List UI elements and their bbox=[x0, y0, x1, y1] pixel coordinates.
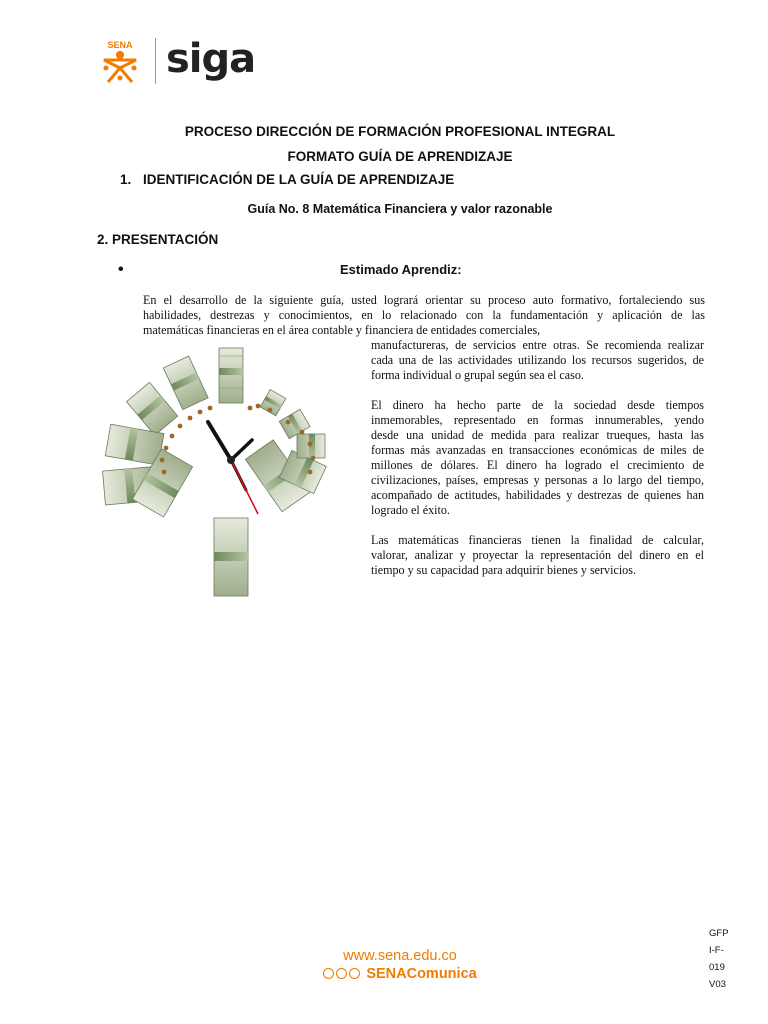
para2-line: acompañado de actitudes, habilidades y destrezas de quienes han bbox=[371, 488, 704, 502]
para1-line: forma individual o grupal según sea el caso. bbox=[371, 368, 584, 382]
document-title: PROCESO DIRECCIÓN DE FORMACIÓN PROFESIONAL INTEGRAL bbox=[184, 124, 616, 139]
footer-website-link[interactable]: www.sena.edu.co bbox=[343, 948, 457, 964]
facebook-icon bbox=[323, 968, 334, 979]
greeting: Estimado Aprendiz: bbox=[340, 262, 462, 277]
para2-line: civilizaciones, países, empresas y personas a lo largo del tiempo, bbox=[371, 473, 704, 487]
document-code-line: I-F- bbox=[709, 945, 724, 956]
intro-line: habilidades, destrezas y conocimientos, en lo relacionado con la fundamentación y aplicación de las bbox=[143, 308, 705, 322]
para2-line: El dinero ha hecho parte de la sociedad desde tiempos bbox=[371, 398, 704, 412]
para3-line: Las matemáticas financieras tienen la finalidad de calcular, bbox=[371, 533, 704, 547]
para2-line: inmemorables, representado en formas innumerables, yendo bbox=[371, 413, 704, 427]
document-code-line: 019 bbox=[709, 962, 725, 973]
para2-line: logrado el éxito. bbox=[371, 503, 450, 517]
bullet: • bbox=[118, 261, 124, 278]
para3-line: tiempo y su capacidad para adquirir bienes y servicios. bbox=[371, 563, 636, 577]
para1-line: cada una de las actividades utilizando los recursos sugeridos, de bbox=[371, 353, 704, 367]
sena-logo bbox=[96, 38, 144, 86]
section1-number: 1. bbox=[120, 172, 132, 187]
sena-logo-text: SENA bbox=[107, 40, 133, 50]
twitter-icon bbox=[336, 968, 347, 979]
guide-title: Guía No. 8 Matemática Financiera y valor razonable bbox=[247, 202, 553, 216]
para2-line: formas más avanzadas en transacciones económicas de miles de bbox=[371, 443, 704, 457]
para1-line: manufactureras, de servicios entre otras. Se recomienda realizar bbox=[371, 338, 704, 352]
siga-logo bbox=[166, 36, 255, 82]
footer-social-label: SENAComunica bbox=[366, 966, 477, 982]
footer-social-handle[interactable] bbox=[0, 966, 768, 982]
document-code-line: V03 bbox=[709, 979, 726, 990]
siga-logo-text: siga bbox=[166, 36, 256, 82]
document-code-line: GFP bbox=[709, 928, 729, 939]
intro-line: En el desarrollo de la siguiente guía, usted logrará orientar su proceso auto formativo, fortaleciendo sus bbox=[143, 293, 705, 307]
para3-line: valorar, analizar y proyectar la representación del dinero en el bbox=[371, 548, 704, 562]
section2-heading: 2. PRESENTACIÓN bbox=[97, 232, 219, 247]
logo-divider bbox=[155, 38, 156, 84]
section1-heading: IDENTIFICACIÓN DE LA GUÍA DE APRENDIZAJE bbox=[143, 172, 455, 187]
document-subtitle: FORMATO GUÍA DE APRENDIZAJE bbox=[287, 149, 513, 164]
intro-line: matemáticas financieras en el área contable y financiera de entidades comerciales, bbox=[143, 323, 541, 337]
para2-line: desde una unidad de medida para realizar trueques, hasta las bbox=[371, 428, 704, 442]
para2-line: millones de dólares. El dinero ha logrado el crecimiento de bbox=[371, 458, 704, 472]
money-clock-illustration bbox=[100, 340, 362, 602]
instagram-icon bbox=[349, 968, 360, 979]
